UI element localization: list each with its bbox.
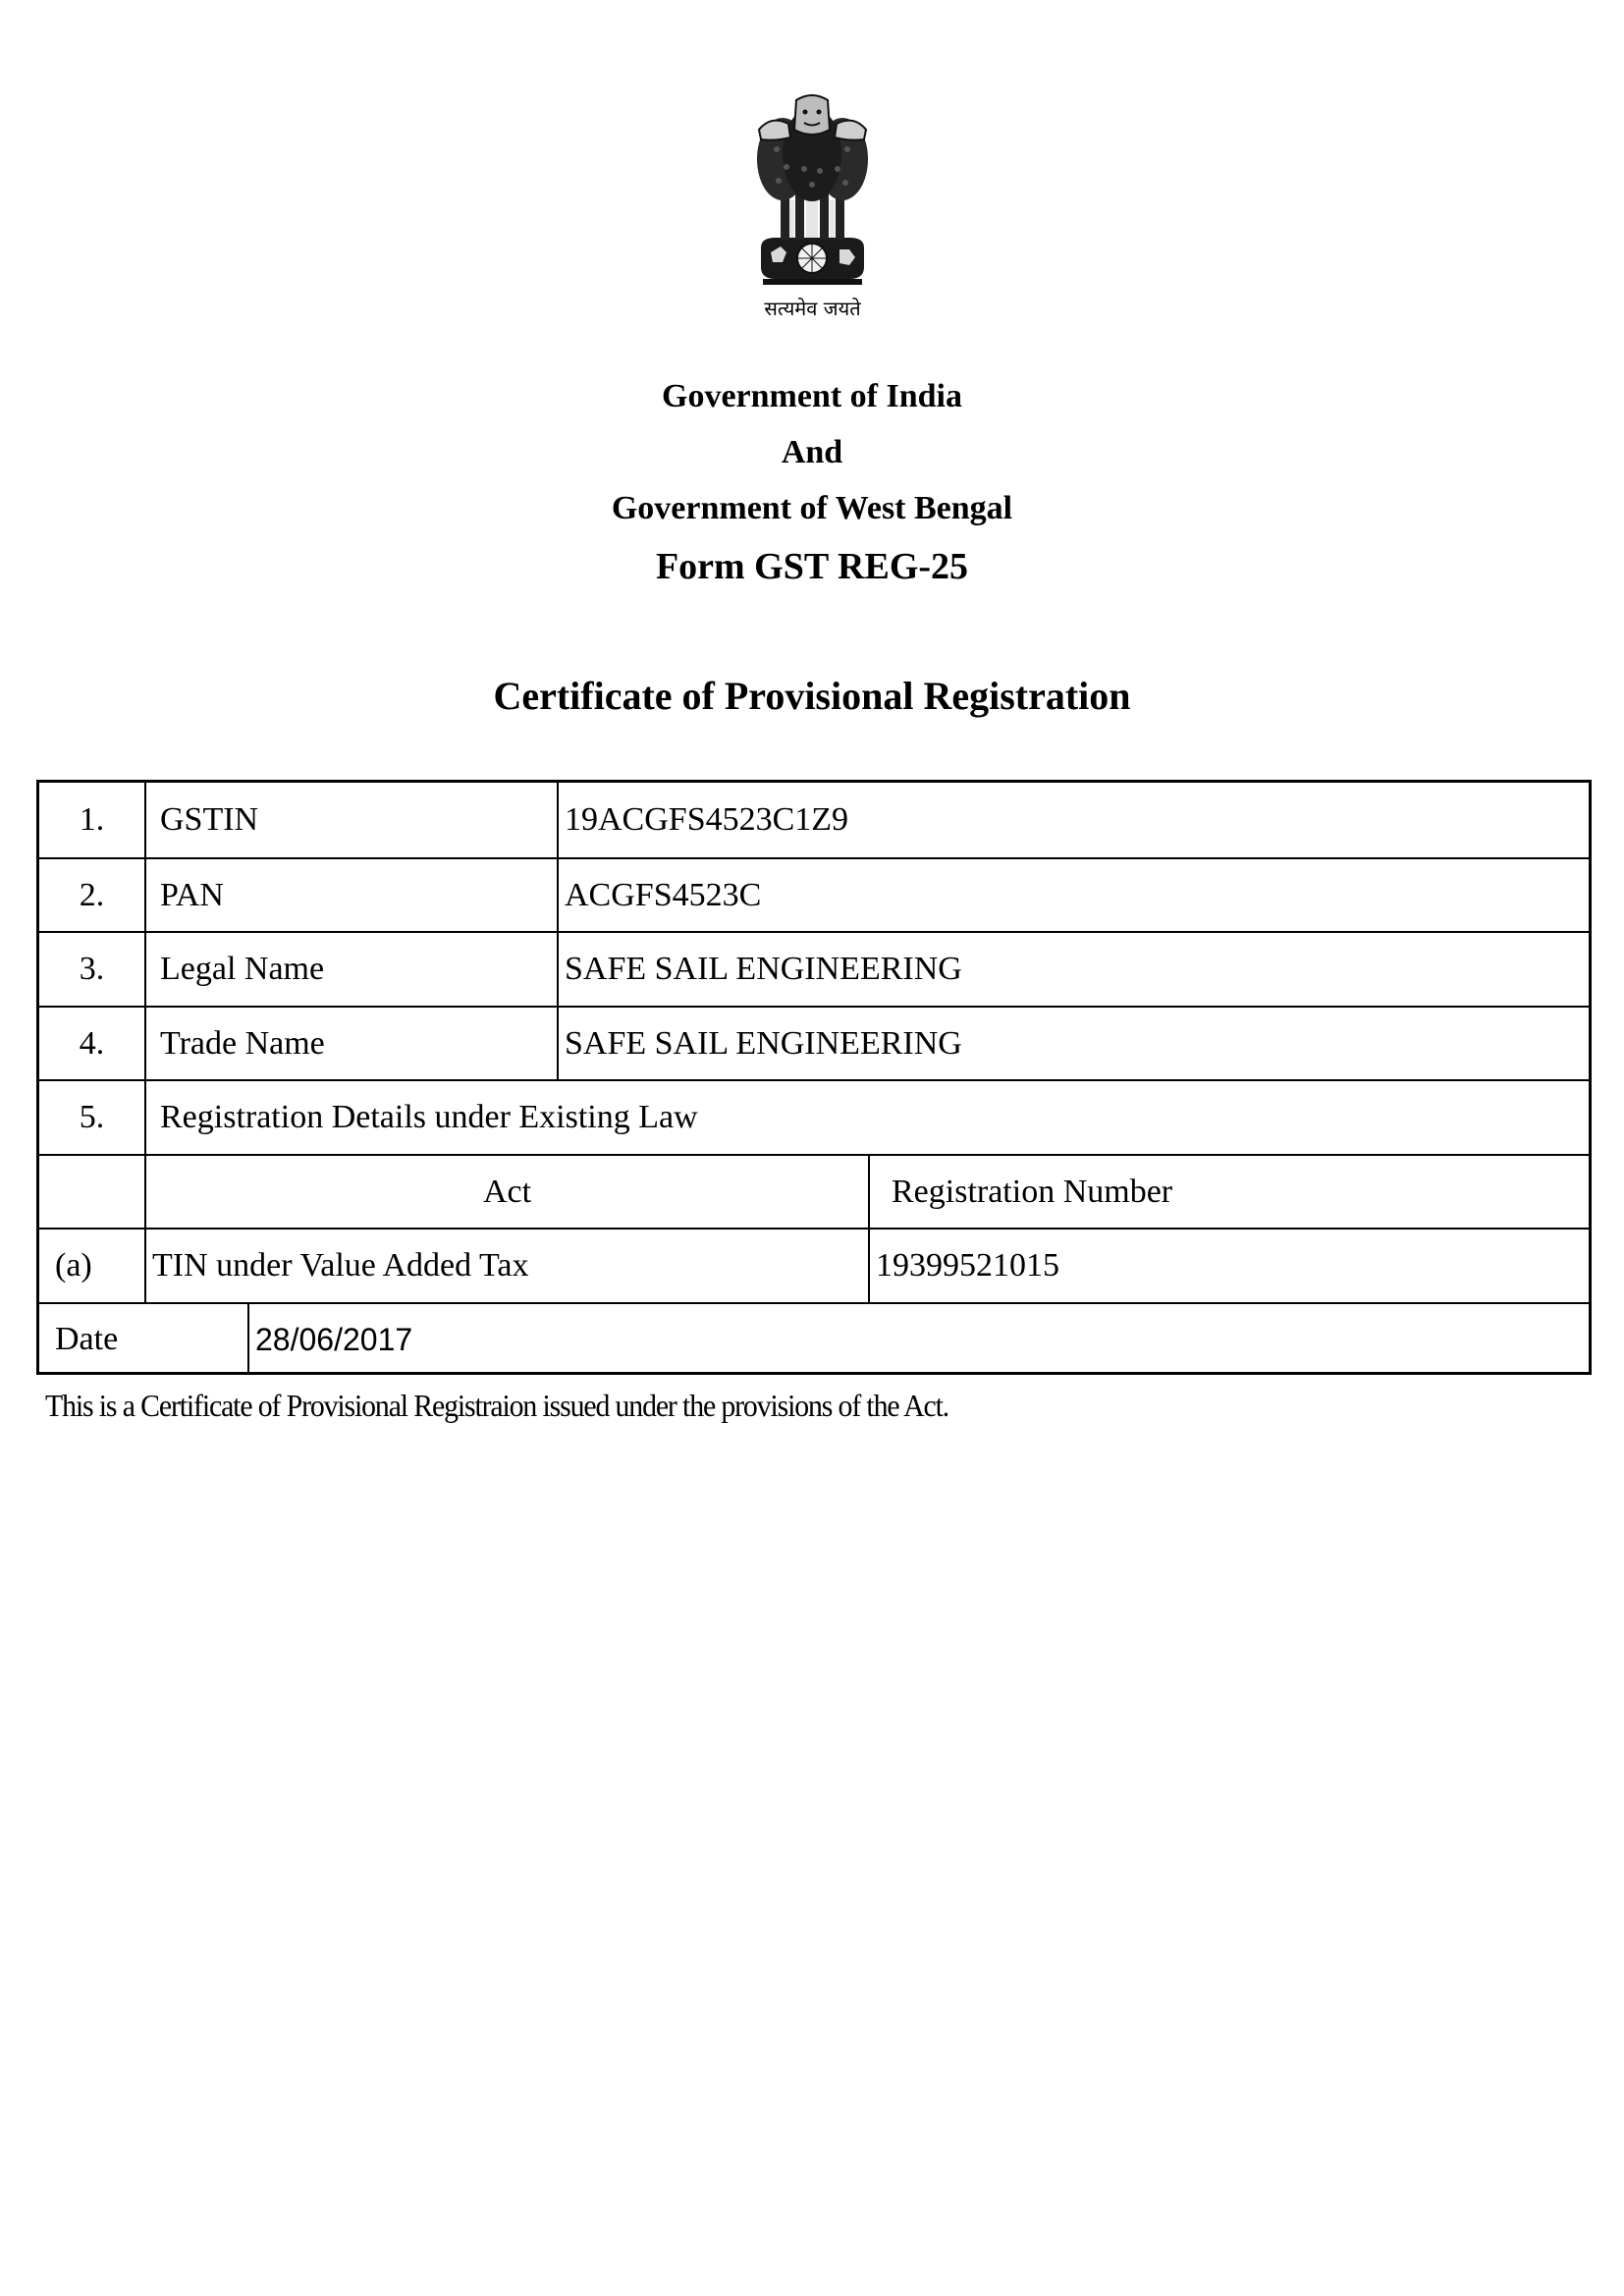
row-number: 1.	[79, 801, 105, 838]
government-of-india-heading: Government of India	[662, 378, 962, 414]
registration-number-column-header: Registration Number	[868, 1156, 1589, 1228]
state-emblem	[741, 90, 884, 326]
row-label: Trade Name	[144, 1008, 557, 1079]
emblem-motto: सत्यमेव जयते	[764, 297, 861, 320]
row-number: 3.	[79, 951, 105, 987]
row-number: 2.	[79, 876, 105, 913]
table-row-pan	[39, 859, 1589, 933]
certificate-title: Certificate of Provisional Registration	[493, 674, 1131, 718]
table-row-subheader	[39, 1156, 1589, 1230]
table-row-date	[39, 1304, 1589, 1375]
registration-table	[36, 780, 1592, 1375]
state-government-heading: Government of West Bengal	[611, 490, 1013, 526]
row-number: 5.	[79, 1099, 105, 1135]
row-number: 4.	[79, 1024, 105, 1062]
registration-number-value: 19399521015	[868, 1230, 1589, 1302]
gstin-value: 19ACGFS4523C1Z9	[557, 783, 1589, 857]
certificate-footer-note: This is a Certificate of Provisional Registraion issued under the provisions of the Act.	[45, 1388, 949, 1423]
table-row-vat-entry	[39, 1230, 1589, 1304]
date-value: 28/06/2017	[247, 1304, 1589, 1375]
row-label: PAN	[144, 859, 557, 931]
table-row-legal-name	[39, 933, 1589, 1008]
and-heading: And	[781, 434, 843, 470]
empty-cell	[39, 1156, 144, 1228]
state-emblem-icon	[741, 90, 884, 326]
form-name: Form GST REG-25	[655, 546, 969, 587]
pan-value: ACGFS4523C	[557, 859, 1589, 931]
row-label: GSTIN	[144, 783, 557, 857]
entry-marker: (a)	[55, 1247, 92, 1284]
act-value: TIN under Value Added Tax	[144, 1230, 868, 1302]
table-row-trade-name	[39, 1008, 1589, 1081]
date-label: Date	[55, 1321, 119, 1357]
act-column-header: Act	[144, 1156, 868, 1228]
legal-name-value: SAFE SAIL ENGINEERING	[557, 933, 1589, 1006]
trade-name-value: SAFE SAIL ENGINEERING	[557, 1008, 1589, 1079]
table-row-existing-law	[39, 1081, 1589, 1156]
table-row-gstin	[39, 783, 1589, 859]
row-label: Legal Name	[144, 933, 557, 1006]
existing-law-label: Registration Details under Existing Law	[144, 1081, 1589, 1154]
